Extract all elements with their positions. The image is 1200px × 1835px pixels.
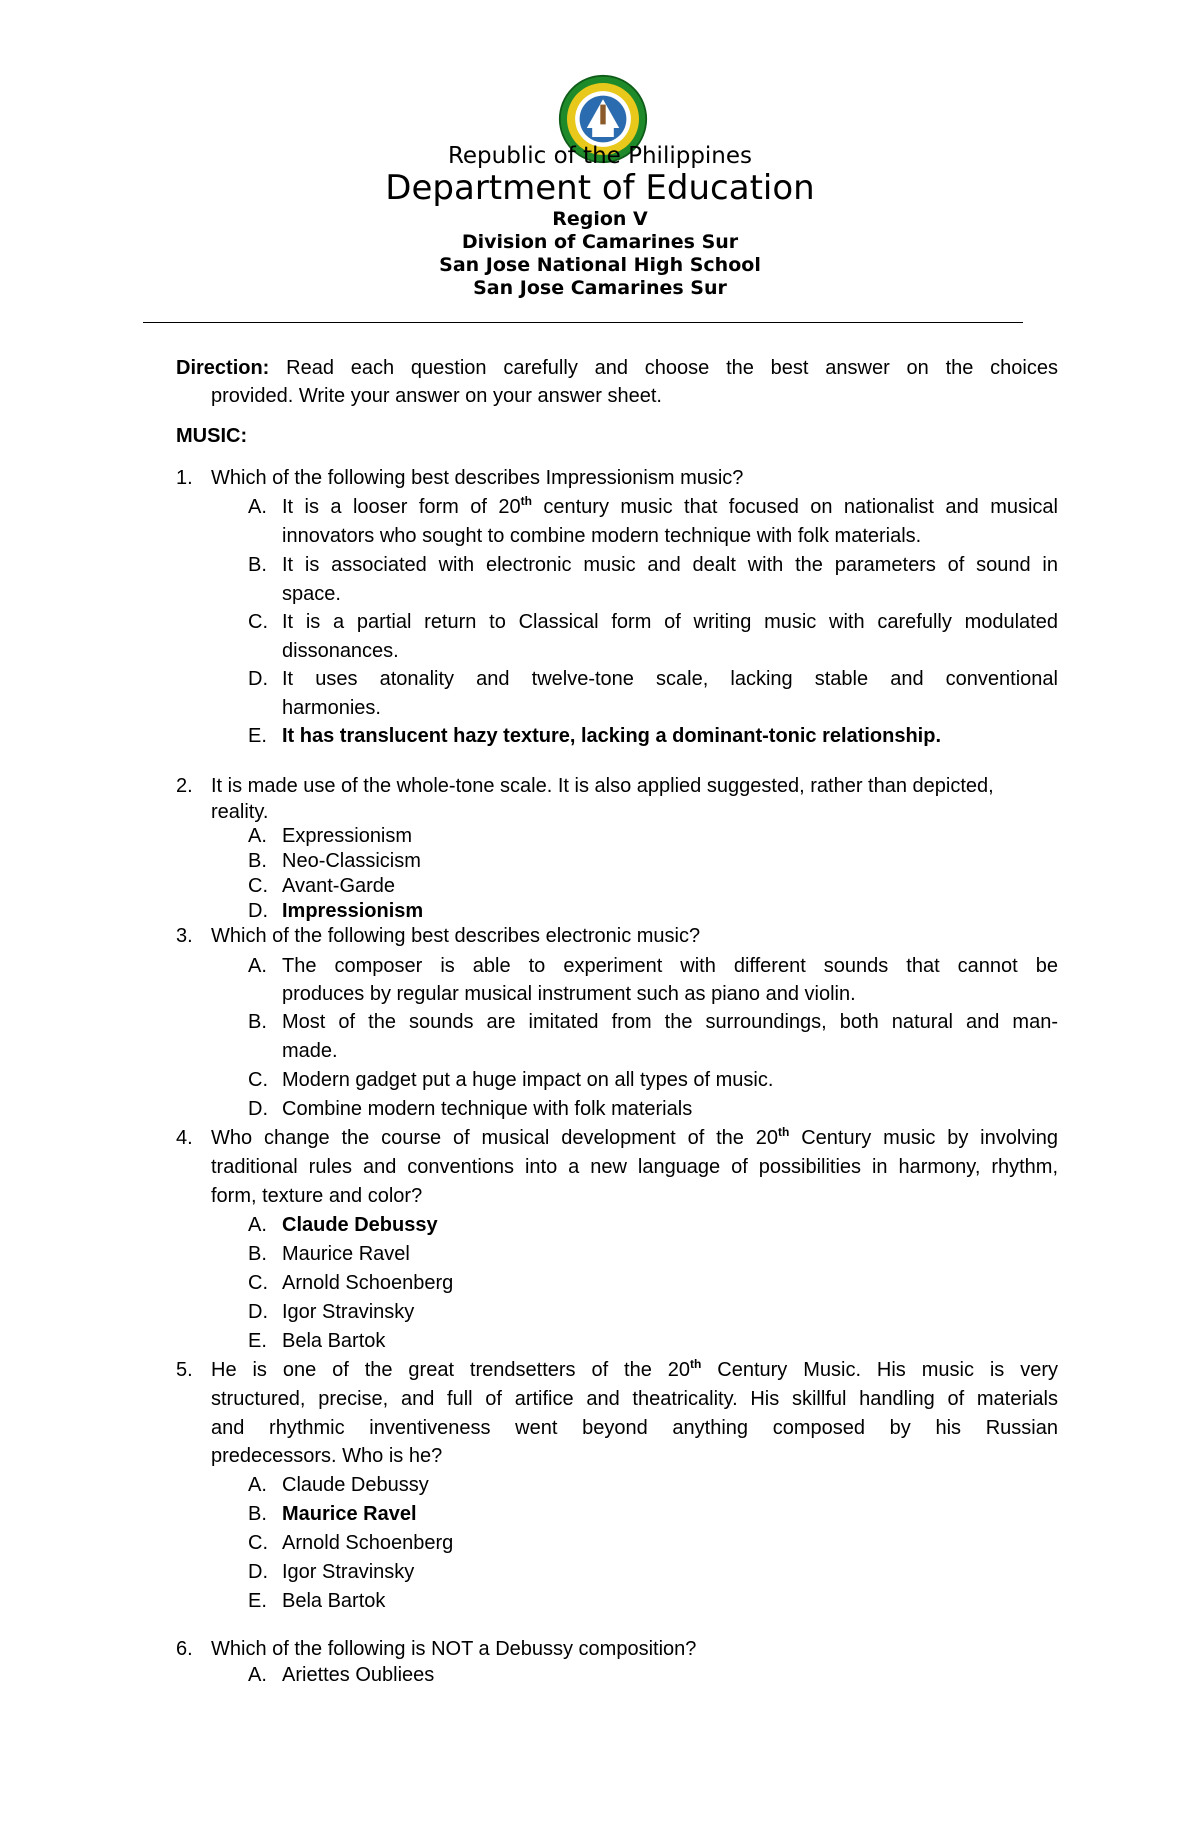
question-text: Which of the following best describes electronic music?	[211, 925, 701, 947]
choice-letter: C.	[248, 1532, 268, 1554]
choice-text-answer: Impressionism	[282, 900, 424, 922]
choice-letter: C.	[248, 611, 268, 633]
choice-text-cont: produces by regular musical instrument such as piano and violin.	[282, 983, 856, 1005]
choice-text: Arnold Schoenberg	[282, 1532, 454, 1554]
choice-text: Ariettes Oubliees	[282, 1664, 435, 1686]
choice-text-answer: Claude Debussy	[282, 1214, 438, 1236]
choice-text: It is associated with electronic music and dealt with the parameters of sound in	[282, 554, 1058, 576]
choice-text: Igor Stravinsky	[282, 1561, 415, 1583]
question-text-cont: structured, precise, and full of artifice and theatricality. His skillful handling of materials	[211, 1388, 1058, 1410]
header-divider	[143, 322, 1023, 323]
choice-text: Modern gadget put a huge impact on all types of music.	[282, 1069, 774, 1091]
choice-letter: A.	[248, 496, 267, 518]
choice-letter: D.	[248, 1098, 268, 1120]
choice-text: Claude Debussy	[282, 1474, 429, 1496]
question-text-cont: traditional rules and conventions into a new language of possibilities in harmony, rhythm,	[211, 1156, 1058, 1178]
choice-letter: D.	[248, 668, 268, 690]
question-number: 1.	[176, 467, 193, 489]
choice-letter: C.	[248, 1069, 268, 1091]
region-line: Region V	[552, 208, 648, 230]
choice-letter: A.	[248, 955, 267, 977]
question-text-cont: predecessors. Who is he?	[211, 1445, 443, 1467]
choice-letter: C.	[248, 875, 268, 897]
question-text: It is made use of the whole-tone scale. It is also applied suggested, rather than depicted,	[211, 775, 994, 797]
town-line: San Jose Camarines Sur	[473, 277, 727, 299]
choice-text-cont: space.	[282, 583, 341, 605]
direction-line-1: Direction: Read each question carefully and choose the best answer on the choices	[176, 357, 1058, 379]
choice-letter: E.	[248, 1590, 267, 1612]
choice-text: The composer is able to experiment with different sounds that cannot be	[282, 955, 1058, 977]
choice-letter: A.	[248, 1664, 267, 1686]
choice-letter: B.	[248, 1011, 267, 1033]
choice-letter: A.	[248, 825, 267, 847]
choice-letter: B.	[248, 554, 267, 576]
question-text: Who change the course of musical development of the 20th Century music by involving	[211, 1125, 1058, 1149]
division-line: Division of Camarines Sur	[461, 231, 739, 253]
choice-letter: E.	[248, 1330, 267, 1352]
choice-text: Bela Bartok	[282, 1590, 386, 1612]
choice-text: Expressionism	[282, 825, 413, 847]
choice-text: It is a looser form of 20th century music that focused on nationalist and musical	[282, 494, 1058, 518]
choice-text: Arnold Schoenberg	[282, 1272, 454, 1294]
question-text: He is one of the great trendsetters of the 20th Century Music. His music is very	[211, 1357, 1059, 1381]
choice-text-cont: dissonances.	[282, 640, 399, 662]
choice-letter: B.	[248, 850, 267, 872]
choice-text: Avant-Garde	[282, 875, 396, 897]
choice-letter: B.	[248, 1503, 267, 1525]
choice-text-cont: made.	[282, 1040, 338, 1062]
question-number: 6.	[176, 1638, 193, 1660]
choice-text: Most of the sounds are imitated from the surroundings, both natural and man-	[282, 1011, 1058, 1033]
choice-text: Combine modern technique with folk materials	[282, 1098, 693, 1120]
question-number: 4.	[176, 1127, 193, 1149]
choice-text: Bela Bartok	[282, 1330, 386, 1352]
question-text: Which of the following is NOT a Debussy composition?	[211, 1638, 697, 1660]
choice-letter: B.	[248, 1243, 267, 1265]
choice-letter: A.	[248, 1214, 267, 1236]
choice-letter: D.	[248, 1301, 268, 1323]
choice-letter: C.	[248, 1272, 268, 1294]
question-text-cont: and rhythmic inventiveness went beyond anything composed by his Russian	[211, 1417, 1058, 1439]
choice-text-answer: Maurice Ravel	[282, 1503, 417, 1525]
choice-text: Igor Stravinsky	[282, 1301, 415, 1323]
direction-line-2: provided. Write your answer on your answer sheet.	[211, 385, 662, 407]
section-title: MUSIC:	[176, 425, 248, 447]
choice-text-cont: harmonies.	[282, 697, 381, 719]
choice-text-answer: It has translucent hazy texture, lacking a dominant-tonic relationship.	[282, 725, 942, 747]
choice-text: It uses atonality and twelve-tone scale, lacking stable and conventional	[282, 668, 1058, 690]
choice-text: Maurice Ravel	[282, 1243, 410, 1265]
choice-text: It is a partial return to Classical form of writing music with carefully modulated	[282, 611, 1058, 633]
question-number: 2.	[176, 775, 193, 797]
question-number: 5.	[176, 1359, 193, 1381]
direction-label: Direction:	[176, 357, 270, 379]
question-text: Which of the following best describes Impressionism music?	[211, 467, 744, 489]
republic-line: Republic of the Philippines	[447, 143, 753, 169]
department-title: Department of Education	[385, 168, 815, 208]
choice-text-cont: innovators who sought to combine modern technique with folk materials.	[282, 525, 922, 547]
school-line: San Jose National High School	[439, 254, 761, 276]
choice-letter: E.	[248, 725, 267, 747]
choice-letter: D.	[248, 1561, 268, 1583]
choice-letter: D.	[248, 900, 268, 922]
question-text-cont: reality.	[211, 801, 269, 823]
choice-text: Neo-Classicism	[282, 850, 421, 872]
choice-letter: A.	[248, 1474, 267, 1496]
question-number: 3.	[176, 925, 193, 947]
question-text-cont: form, texture and color?	[211, 1185, 423, 1207]
